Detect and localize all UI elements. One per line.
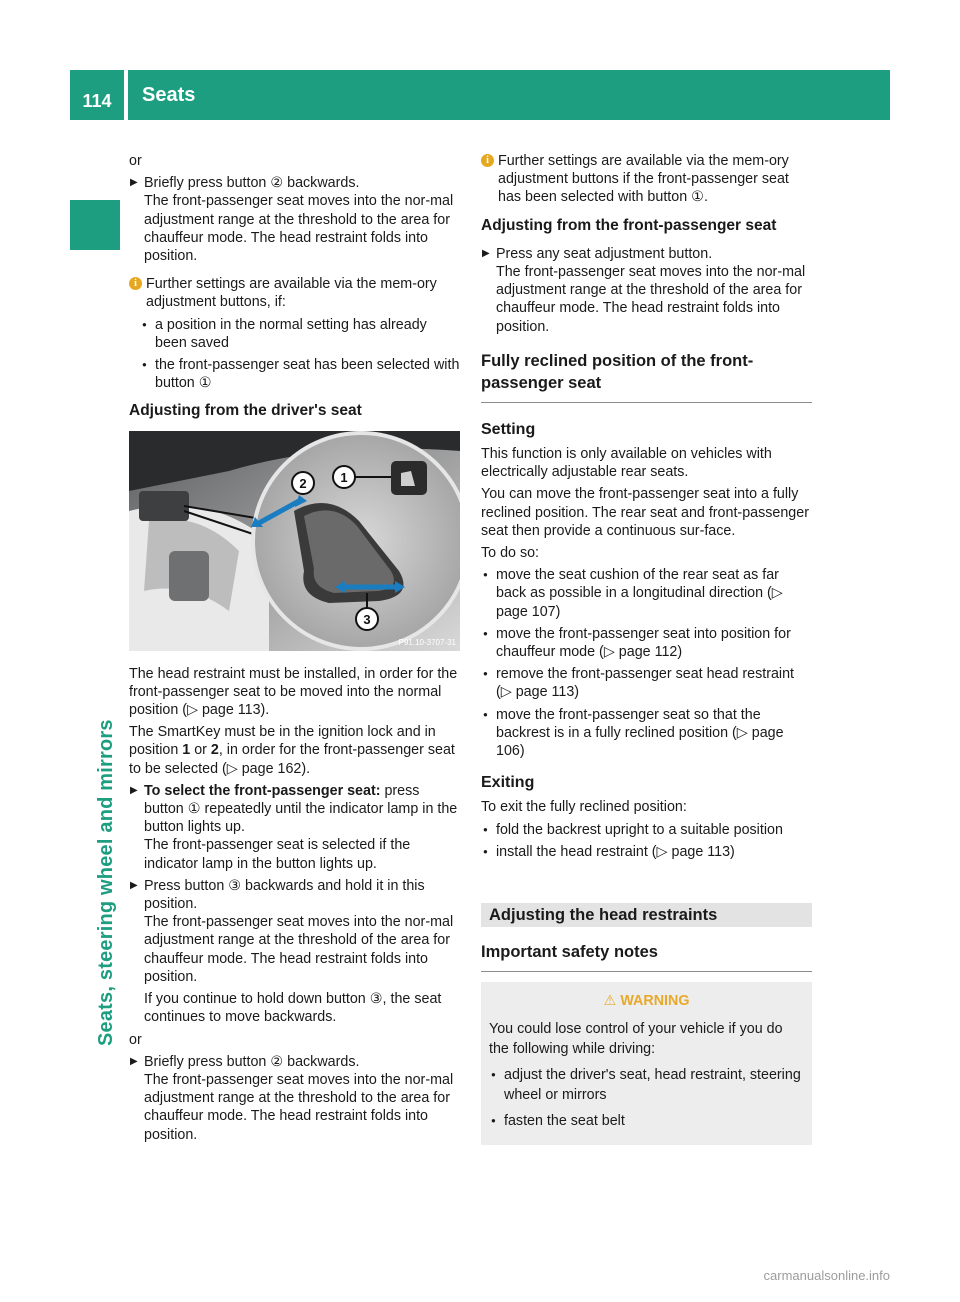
list-item: ● move the front-passenger seat into position for chauffeur mode (▷ page 112)	[481, 625, 812, 661]
warning-text: You could lose control of your vehicle if you do the following while driving:	[489, 1020, 783, 1057]
info-text: Further settings are available via the mem-ory adjustment buttons if the front-passenger seat has been selected with button ①.	[498, 153, 789, 206]
info-text: Further settings are available via the mem-ory adjustment buttons, if:	[146, 276, 437, 311]
step-title: ▶ Briefly press button ② backwards.	[144, 1053, 360, 1070]
info-note	[129, 275, 460, 392]
section-heading: Important safety notes	[481, 941, 812, 972]
step-instruction	[129, 877, 460, 1027]
or-text: or	[129, 1031, 142, 1048]
figure-code: P91.10-3707-31	[398, 637, 456, 647]
section-heading: Adjusting from the driver's seat	[129, 402, 362, 420]
chapter-label: Seats, steering wheel and mirrors	[95, 719, 117, 1046]
warning-title: ⚠ WARNING	[603, 993, 690, 1010]
watermark: carmanualsonline.info	[763, 1268, 890, 1283]
list-item: ● the front-passenger seat has been selected with button ①	[140, 356, 460, 392]
step-title: ▶ Press any seat adjustment button.	[496, 245, 713, 262]
list-item: ● a position in the normal setting has already been saved	[140, 316, 460, 352]
step-result: The front-passenger seat moves into the nor-mal adjustment range at the threshold to the area for chauffeur mode. The head restraint folds into position.	[144, 193, 454, 265]
svg-text:1: 1	[340, 469, 348, 485]
subheading: Setting	[481, 420, 536, 438]
paragraph: You can move the front-passenger seat into a fully reclined position. The rear seat and front-passenger seat then provide a continuous sur-face.	[481, 486, 809, 539]
door-panel-image	[129, 431, 460, 651]
section-title: Seats	[142, 84, 196, 106]
left-column	[129, 152, 460, 1148]
page-number: 114	[82, 91, 112, 111]
seat-adjustment-illustration	[129, 431, 460, 651]
or-text: or	[129, 153, 142, 169]
svg-text:2: 2	[299, 475, 307, 491]
list-item: ● move the seat cushion of the rear seat as far back as possible in a longitudinal direction (▷ page 107)	[481, 566, 812, 621]
list-item: ● remove the front-passenger seat head restraint (▷ page 113)	[481, 665, 812, 701]
paragraph: To exit the fully reclined position:	[481, 799, 687, 816]
step-result: The front-passenger seat moves into the nor-mal adjustment range at the threshold of the area for chauffeur mode. The head restraint folds into position.	[496, 264, 806, 335]
step-result: If you continue to hold down button ③, the seat continues to move backwards.	[144, 991, 442, 1026]
step-title: ▶ Press button ③ backwards and hold it in this position.	[144, 877, 425, 913]
list-item: ● fasten the seat belt	[489, 1111, 804, 1131]
step-result: The front-passenger seat is selected if the indicator lamp in the button lights up.	[144, 837, 411, 872]
info-note	[481, 152, 812, 207]
section-heading: Fully reclined position of the front-passenger seat	[481, 350, 812, 403]
list-item: ● adjust the driver's seat, head restraint, steering wheel or mirrors	[489, 1065, 804, 1105]
step-result: The front-passenger seat moves into the nor-mal adjustment range at the threshold to the area for chauffeur mode. The head restraint folds into position.	[144, 1071, 454, 1143]
right-column	[481, 152, 812, 1145]
step-instruction	[129, 174, 460, 265]
section-band: Adjusting the head restraints	[481, 903, 812, 927]
paragraph: The head restraint must be installed, in order for the front-passenger seat to be moved into the normal position (▷ page 113).	[129, 665, 458, 719]
section-heading: Adjusting from the front-passenger seat	[481, 216, 777, 234]
header-separator	[124, 70, 128, 120]
info-icon: i	[481, 154, 494, 167]
info-icon: i	[129, 277, 142, 290]
step-title: ▶ Briefly press button ② backwards.	[144, 175, 360, 192]
step-title: ▶ To select the front-passenger seat: press button ① repeatedly until the indicator lamp in the button lights up.	[144, 782, 458, 836]
paragraph: This function is only available on vehicles with electrically adjustable rear seats.	[481, 446, 772, 481]
step-instruction	[129, 1053, 460, 1144]
subheading: Exiting	[481, 774, 535, 792]
step-instruction	[481, 245, 812, 336]
warning-box	[481, 982, 812, 1144]
list-item: ● fold the backrest upright to a suitable position	[481, 821, 812, 839]
chapter-tab	[70, 200, 120, 250]
paragraph: To do so:	[481, 545, 540, 562]
list-item: ● move the front-passenger seat so that the backrest is in a fully reclined position (▷ page 106)	[481, 706, 812, 761]
warning-icon: ⚠	[603, 993, 617, 1010]
step-instruction	[129, 782, 460, 873]
list-item: ● install the head restraint (▷ page 113)	[481, 843, 812, 861]
paragraph: The SmartKey must be in the ignition lock and in position 1 or 2, in order for the front-passenger seat to be selected (▷ page 162).	[129, 724, 455, 777]
step-result: The front-passenger seat moves into the nor-mal adjustment range at the threshold of the area for chauffeur mode. The head restraint folds into position.	[144, 914, 454, 985]
svg-text:3: 3	[363, 611, 371, 627]
